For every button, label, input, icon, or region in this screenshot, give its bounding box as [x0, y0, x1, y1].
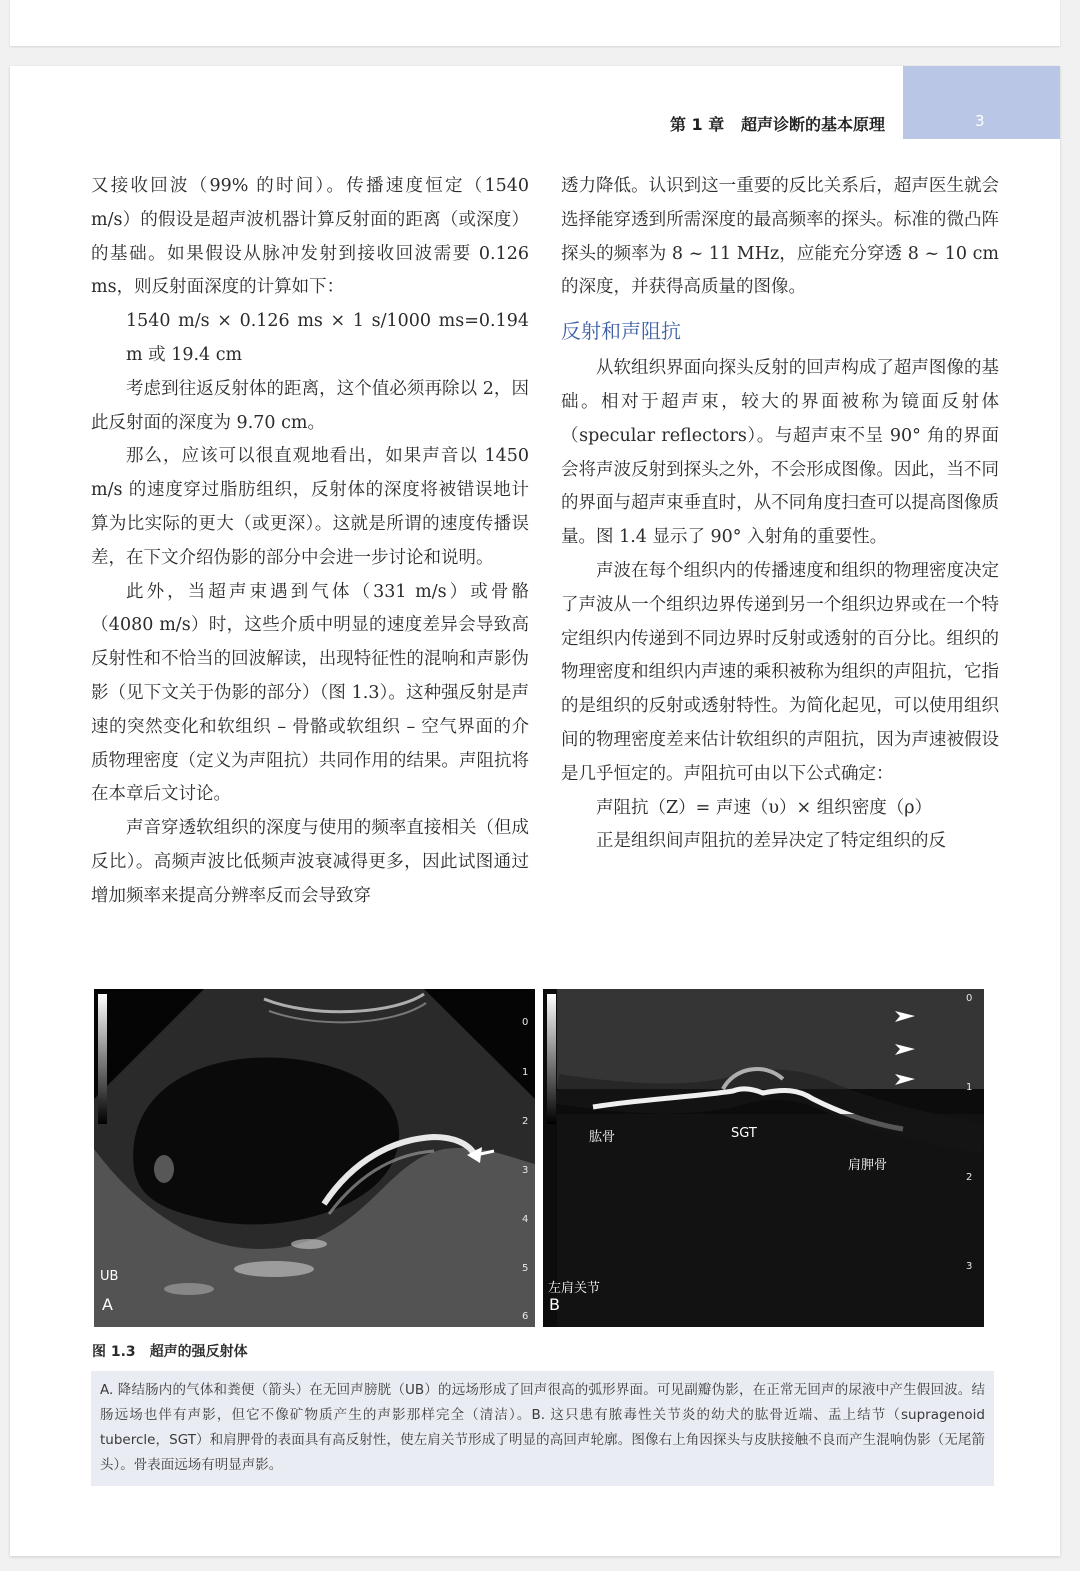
paragraph: 又接收回波（99% 的时间）。传播速度恒定（1540 m/s）的假设是超声波机器计算反射面的距离（或深度）的基础。如果假设从脉冲发射到接收回波需要 0.126 ms，则反射面深度的计算如下：	[91, 176, 529, 298]
paragraph: 此外，当超声束遇到气体（331 m/s）或骨骼（4080 m/s）时，这些介质中明显的速度差异会导致高反射性和不恰当的回波解读，出现特征性的混响和声影伪影（见下文关于伪影的部分）（图 1.3）。这种强反射是声速的突然变化和软组织 – 骨骼或软组织 – 空气界面的介质物理密度（定义为声阻抗）共同作用的结果。声阻抗将在本章后文讨论。	[91, 581, 529, 805]
paragraph: 正是组织间声阻抗的差异决定了特定组织的反	[596, 831, 946, 852]
formula-paragraph: 声阻抗（Z）= 声速（υ）× 组织密度（ρ）	[596, 797, 933, 818]
ultrasound-panel-a	[94, 989, 535, 1327]
depth-tick: 6	[522, 1311, 529, 1322]
depth-tick: 3	[522, 1165, 529, 1176]
depth-tick: 0	[522, 1017, 529, 1028]
chapter-title: 超声诊断的基本原理	[740, 115, 885, 134]
right-text-column	[561, 170, 999, 859]
label-humerus: 肱骨	[589, 1130, 616, 1145]
depth-tick: 4	[522, 1214, 529, 1225]
ultrasound-image-a	[94, 989, 535, 1327]
running-head	[670, 112, 885, 135]
paragraph: 声波在每个组织内的传播速度和组织的物理密度决定了声波从一个组织边界传递到另一个组织边界或在一个特定组织内传递到不同边界时反射或透射的百分比。组织的物理密度和组织内声速的乘积被称为组织的声阻抗，它指的是组织的反射或透射特性。为简化起见，可以使用组织间的物理密度差来估计软组织的声阻抗，因为声速被假设是几乎恒定的。声阻抗可由以下公式确定：	[561, 560, 999, 784]
label-sgt: SGT	[731, 1126, 757, 1141]
label-ub: UB	[100, 1269, 119, 1284]
label-left-shoulder: 左肩关节	[548, 1281, 601, 1296]
figure-number: 图 1.3	[92, 1344, 136, 1360]
depth-tick: 3	[966, 1261, 973, 1272]
depth-tick: 2	[522, 1116, 529, 1127]
panel-letter-a: A	[102, 1295, 113, 1314]
previous-page-edge	[10, 0, 1060, 46]
page-number: 3	[975, 112, 985, 130]
formula-paragraph: 1540 m/s × 0.126 ms × 1 s/1000 ms=0.194 m 或 19.4 cm	[126, 311, 529, 365]
figure-1-3	[94, 989, 984, 1327]
depth-tick: 1	[522, 1067, 529, 1078]
paragraph: 透力降低。认识到这一重要的反比关系后，超声医生就会选择能穿透到所需深度的最高频率的探头。标准的微凸阵探头的频率为 8 ~ 11 MHz，应能充分穿透 8 ~ 10 cm 的深度，并获得高质量的图像。	[561, 176, 999, 298]
paragraph: 那么，应该可以很直观地看出，如果声音以 1450 m/s 的速度穿过脂肪组织，反射体的深度将被错误地计算为比实际的更大（或更深）。这就是所谓的速度传播误差，在下文介绍伪影的部分中会进一步讨论和说明。	[91, 446, 529, 568]
depth-tick: 1	[966, 1082, 973, 1093]
ultrasound-image-b	[543, 989, 984, 1327]
figure-title-text: 超声的强反射体	[149, 1344, 248, 1360]
figure-caption: A. 降结肠内的气体和粪便（箭头）在无回声膀胱（UB）的远场形成了回声很高的弧形界面。可见副瓣伪影，在正常无回声的尿液中产生假回波。结肠远场也伴有声影，但它不像矿物质产生的声影那样完全（清洁）。B. 这只患有脓毒性关节炎的幼犬的肱骨近端、盂上结节（supragenoid tubercle，SGT）和肩胛骨的表面具有高反射性，使左肩关节形成了明显的高回声轮廓。图像右上角因探头与皮肤接触不良而产生混响伪影（无尾箭头）。骨表面远场有明显声影。	[91, 1371, 994, 1486]
ultrasound-panel-b	[543, 989, 984, 1327]
depth-tick: 0	[966, 993, 973, 1004]
section-heading: 反射和声阻抗	[561, 319, 681, 344]
left-text-column	[91, 170, 529, 914]
panel-letter-b: B	[549, 1295, 560, 1314]
depth-tick: 2	[966, 1172, 973, 1183]
book-page	[10, 66, 1060, 1556]
chapter-number: 第 1 章	[669, 115, 725, 134]
label-scapula: 肩胛骨	[848, 1158, 888, 1173]
paragraph: 考虑到往返反射体的距离，这个值必须再除以 2，因此反射面的深度为 9.70 cm。	[91, 378, 529, 433]
paragraph: 声音穿透软组织的深度与使用的频率直接相关（但成反比）。高频声波比低频声波衰减得更多，因此试图通过增加频率来提高分辨率反而会导致穿	[91, 818, 529, 906]
figure-title	[92, 1341, 262, 1361]
paragraph: 从软组织界面向探头反射的回声构成了超声图像的基础。相对于超声束，较大的界面被称为镜面反射体（specular reflectors）。与超声束不呈 90° 角的界面会将声波反射到探头之外，不会形成图像。因此，当不同的界面与超声束垂直时，从不同角度扫查可以提高图像质量。图 1.4 显示了 90° 入射角的重要性。	[561, 358, 999, 548]
depth-tick: 5	[522, 1263, 529, 1274]
